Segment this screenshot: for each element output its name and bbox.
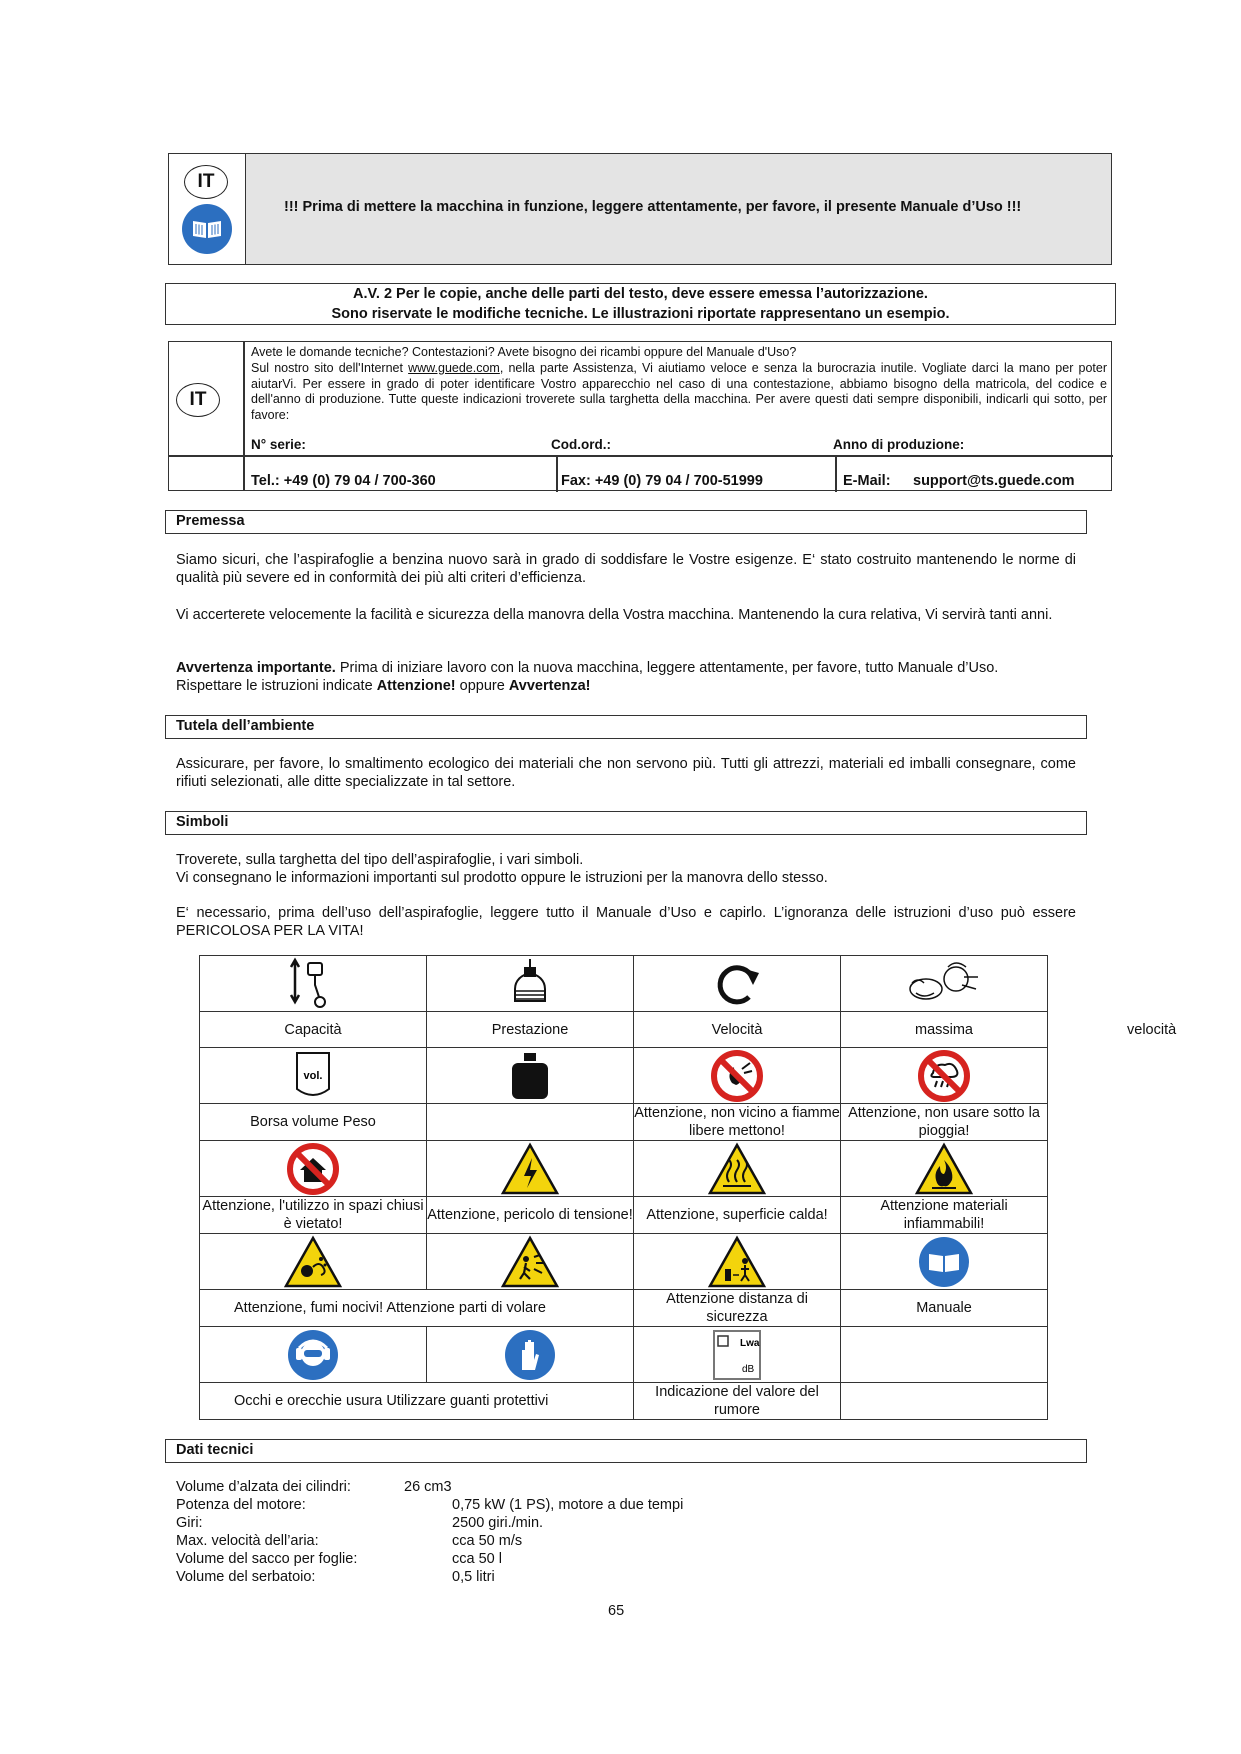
symbols-table [199, 955, 1048, 1420]
production-year-label: Anno di produzione: [833, 437, 965, 452]
section-ambiente-title: Tutela dell’ambiente [165, 715, 1087, 739]
empty-icon-cell [841, 1327, 1048, 1383]
noise-label: Indicazione del valore del rumore [634, 1383, 841, 1420]
flammable-icon-cell [841, 1141, 1048, 1197]
fumes-flying-parts-label: Attenzione, fumi nocivi! Attenzione parti di volare [200, 1290, 634, 1327]
tech-label-5: Volume del serbatoio: [176, 1569, 316, 1585]
weight-icon [508, 1049, 552, 1103]
protective-gloves-icon [503, 1328, 557, 1382]
svg-text:vol.: vol. [303, 1069, 323, 1082]
flammable-warning-icon [914, 1142, 974, 1196]
premessa-paragraph-2: Vi accerterete velocemente la facilità e sicurezza della manovra della Vostra macchina. Mantenendo la cura relativa, Vi servirà tanti anni. [176, 607, 1053, 623]
performance-icon-cell [427, 956, 634, 1012]
safety-distance-label: Attenzione distanza di sicurezza [634, 1290, 841, 1327]
voltage-label: Attenzione, pericolo di tensione! [427, 1197, 634, 1234]
language-badge: IT [184, 165, 228, 199]
contact-language-badge: IT [176, 383, 220, 417]
svg-text:Lwa: Lwa [740, 1337, 760, 1349]
telephone-number: Tel.: +49 (0) 79 04 / 700-360 [251, 473, 436, 489]
email-address[interactable]: support@ts.guede.com [913, 473, 1075, 489]
capacity-label: Capacità [200, 1012, 427, 1048]
header-warning-text: !!! Prima di mettere la macchina in funzione, leggere attentamente, per favore, il presente Manuale d’Uso !!! [284, 199, 1022, 215]
copyright-line-1: A.V. 2 Per le copie, anche delle parti del testo, deve essere emessa l’autorizzazione. [353, 286, 928, 302]
website-link[interactable]: www.guede.com [408, 361, 500, 375]
volume-weight-label: Borsa volume Peso [200, 1104, 427, 1141]
hot-surface-label: Attenzione, superficie calda! [634, 1197, 841, 1234]
rotation-arrow-icon [709, 957, 765, 1011]
read-manual-icon [182, 204, 232, 254]
max-label: massima [841, 1012, 1048, 1048]
read-manual-icon [917, 1235, 971, 1289]
contact-intro-body: Sul nostro sito dell'Internet www.guede.com, nella parte Assistenza, Vi aiutiamo veloce e senza la burocrazia inutile. Vogliate darci la mano per poter aiutarVi. Per essere in grado di poter identificare Vostro apparecchio nel caso di una contestazione, abbiamo bisogno della matricola, del codice e dell'anno di produzione. Tutte queste indicazioni troverete sulla targhetta della macchina. Per avere questi dati sempre disponibili, indicarli qui sotto, per favore: [251, 361, 1108, 422]
premessa-paragraph-1: Siamo sicuri, che l’aspirafoglie a benzina nuovo sarà in grado di soddisfare le Vostre esigenze. E‘ stato costruito mantenendo le norme di qualità più severe ed in conformità dei più alti criteri d’efficienza. [176, 552, 1076, 586]
max-speed-icon-cell [841, 956, 1048, 1012]
contact-intro-line1: Avete le domande tecniche? Contestazioni? Avete bisogno dei ricambi oppure del Manuale d'Uso? [251, 345, 797, 359]
order-code-label: Cod.ord.: [551, 437, 611, 452]
no-flame-label: Attenzione, non vicino a fiamme libere mettono! [634, 1105, 840, 1139]
section-simboli-title: Simboli [165, 811, 1087, 835]
tech-value-3: cca 50 m/s [452, 1533, 523, 1549]
no-open-flame-icon [710, 1049, 764, 1103]
premessa-paragraph-3: Avvertenza importante. Prima di iniziare lavoro con la nuova macchina, leggere attentamente, per favore, tutto Manuale d’Uso. Rispettare le istruzioni indicate Attenzione! oppure Avvertenza! [176, 660, 999, 694]
no-indoor-label: Attenzione, l'utilizzo in spazi chiusi è vietato! [200, 1197, 427, 1234]
tech-label-2: Giri: [176, 1515, 203, 1531]
no-indoor-use-icon [286, 1142, 340, 1196]
copyright-line-2: Sono riservate le modifiche tecniche. Le illustrazioni riportate rappresentano un esempio. [331, 306, 950, 322]
manual-icon-cell [841, 1234, 1048, 1290]
flying-parts-warning-icon [500, 1235, 560, 1289]
eyes-ears-gloves-label: Occhi e orecchie usura Utilizzare guanti protettivi [200, 1383, 634, 1420]
capacity-icon [283, 957, 343, 1011]
toxic-fumes-warning-icon [283, 1235, 343, 1289]
manual-label: Manuale [841, 1290, 1048, 1327]
hot-surface-icon-cell [634, 1141, 841, 1197]
empty-last-label [841, 1383, 1048, 1420]
capacity-icon-cell [200, 956, 427, 1012]
eye-ear-protection-icon [286, 1328, 340, 1382]
hot-surface-warning-icon [707, 1142, 767, 1196]
flying-parts-icon-cell [427, 1234, 634, 1290]
tech-label-3: Max. velocità dell’aria: [176, 1533, 319, 1549]
wind-face-icon [904, 957, 984, 1011]
tech-label-0: Volume d’alzata dei cilindri: [176, 1479, 351, 1495]
lightbulb-icon [505, 957, 555, 1011]
safety-distance-warning-icon [707, 1235, 767, 1289]
no-rain-icon [917, 1049, 971, 1103]
outside-velocity-label: velocità [1127, 1022, 1177, 1038]
tech-value-4: cca 50 l [452, 1551, 502, 1567]
empty-label [427, 1104, 634, 1141]
speed-label: Velocità [634, 1012, 841, 1048]
no-rain-icon-cell [841, 1048, 1048, 1104]
section-dati-title: Dati tecnici [165, 1439, 1087, 1463]
volume-bag-icon [293, 1049, 333, 1103]
simboli-paragraph-3: E‘ necessario, prima dell’uso dell’aspirafoglie, leggere tutto il Manuale d’Uso e capirlo. L’ignoranza delle istruzioni d’uso può essere PERICOLOSA PER LA VITA! [176, 905, 1076, 939]
no-flame-icon-cell [634, 1048, 841, 1104]
svg-text:dB: dB [742, 1363, 755, 1375]
serial-number-label: N° serie: [251, 437, 306, 452]
noise-level-icon [710, 1328, 764, 1382]
no-indoor-icon-cell [200, 1141, 427, 1197]
ambiente-paragraph: Assicurare, per favore, lo smaltimento ecologico dei materiali che non servono più. Tutti gli attrezzi, materiali ed imballi consegnare, come rifiuti selezionati, alle ditte specializzate in tal settore. [176, 756, 1076, 790]
performance-label: Prestazione [427, 1012, 634, 1048]
tech-label-1: Potenza del motore: [176, 1497, 306, 1513]
eye-ear-icon-cell [200, 1327, 427, 1383]
tech-label-4: Volume del sacco per foglie: [176, 1551, 358, 1567]
volume-bag-icon-cell [200, 1048, 427, 1104]
tech-value-5: 0,5 litri [452, 1569, 495, 1585]
tech-value-1: 0,75 kW (1 PS), motore a due tempi [452, 1497, 684, 1513]
fax-number: Fax: +49 (0) 79 04 / 700-51999 [561, 473, 763, 489]
safety-distance-icon-cell [634, 1234, 841, 1290]
electric-voltage-warning-icon [500, 1142, 560, 1196]
simboli-paragraph-2: Vi consegnano le informazioni importanti sul prodotto oppure le istruzioni per la manovra dello stesso. [176, 870, 828, 886]
gloves-icon-cell [427, 1327, 634, 1383]
speed-icon-cell [634, 956, 841, 1012]
tech-value-2: 2500 giri./min. [452, 1515, 544, 1531]
toxic-fumes-icon-cell [200, 1234, 427, 1290]
section-premessa-title: Premessa [165, 510, 1087, 534]
email-label: E-Mail: [843, 473, 891, 489]
voltage-icon-cell [427, 1141, 634, 1197]
tech-value-0: 26 cm3 [404, 1479, 452, 1495]
weight-icon-cell [427, 1048, 634, 1104]
page-number: 65 [608, 1603, 625, 1619]
noise-icon-cell [634, 1327, 841, 1383]
simboli-paragraph-1: Troverete, sulla targhetta del tipo dell’aspirafoglie, i vari simboli. [176, 852, 584, 868]
flammable-label: Attenzione materiali infiammabili! [841, 1197, 1048, 1234]
no-rain-label: Attenzione, non usare sotto la pioggia! [841, 1104, 1048, 1141]
